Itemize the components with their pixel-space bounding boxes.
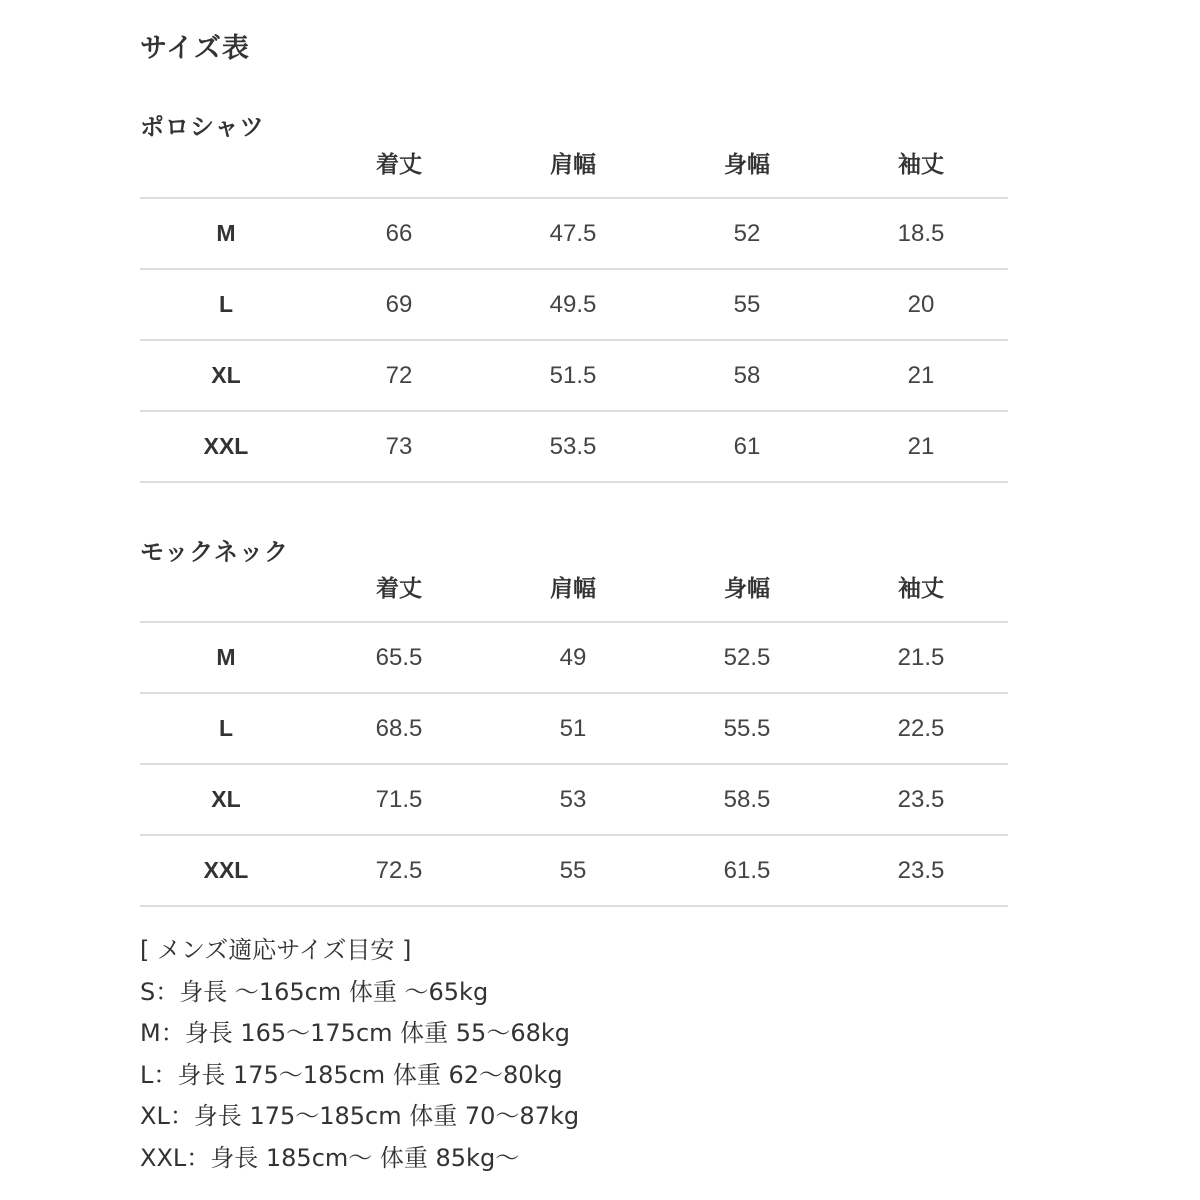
table-row [140, 411, 1008, 482]
cell-sleeve: 23.5 [834, 764, 1008, 835]
table-header-row [140, 551, 1008, 622]
size-guide-line: S：身長 ～165cm 体重 ～65kg [140, 977, 489, 1006]
size-table-polo [140, 127, 1008, 483]
size-guide-line: XL：身長 175～185cm 体重 70～87kg [140, 1102, 580, 1131]
header-size [140, 551, 312, 622]
cell-length: 68.5 [312, 693, 486, 764]
size-label: XL [140, 764, 312, 835]
cell-shoulder: 55 [486, 835, 660, 906]
cell-width: 61.5 [660, 835, 834, 906]
section-title-polo: ポロシャツ [140, 113, 265, 141]
cell-width: 55.5 [660, 693, 834, 764]
section-title-mockneck: モックネック [140, 538, 290, 566]
size-label: L [140, 693, 312, 764]
cell-width: 61 [660, 411, 834, 482]
cell-length: 71.5 [312, 764, 486, 835]
table-row [140, 269, 1008, 340]
header-size [140, 127, 312, 198]
size-guide-line: L：身長 175～185cm 体重 62～80kg [140, 1060, 563, 1089]
size-guide-line: M：身長 165～175cm 体重 55～68kg [140, 1019, 570, 1048]
cell-shoulder: 47.5 [486, 198, 660, 269]
header-shoulder: 肩幅 [486, 551, 660, 622]
header-width: 身幅 [660, 127, 834, 198]
cell-length: 72 [312, 340, 486, 411]
cell-shoulder: 51.5 [486, 340, 660, 411]
cell-width: 52 [660, 198, 834, 269]
size-label: M [140, 622, 312, 693]
cell-shoulder: 53.5 [486, 411, 660, 482]
table-row [140, 198, 1008, 269]
header-sleeve: 袖丈 [834, 127, 1008, 198]
cell-sleeve: 21 [834, 340, 1008, 411]
table-row [140, 340, 1008, 411]
cell-shoulder: 49.5 [486, 269, 660, 340]
cell-shoulder: 53 [486, 764, 660, 835]
size-label: XXL [140, 411, 312, 482]
cell-length: 69 [312, 269, 486, 340]
size-table-mockneck [140, 551, 1008, 907]
cell-width: 52.5 [660, 622, 834, 693]
cell-length: 72.5 [312, 835, 486, 906]
cell-sleeve: 21 [834, 411, 1008, 482]
size-guide-heading: [ メンズ適応サイズ目安 ] [140, 936, 412, 964]
page-title: サイズ表 [140, 33, 250, 64]
cell-sleeve: 21.5 [834, 622, 1008, 693]
cell-sleeve: 22.5 [834, 693, 1008, 764]
table-row [140, 622, 1008, 693]
cell-width: 55 [660, 269, 834, 340]
size-label: XL [140, 340, 312, 411]
header-shoulder: 肩幅 [486, 127, 660, 198]
cell-sleeve: 20 [834, 269, 1008, 340]
table-row [140, 693, 1008, 764]
size-label: M [140, 198, 312, 269]
table-row [140, 764, 1008, 835]
cell-shoulder: 51 [486, 693, 660, 764]
size-label: XXL [140, 835, 312, 906]
cell-sleeve: 18.5 [834, 198, 1008, 269]
cell-width: 58.5 [660, 764, 834, 835]
cell-shoulder: 49 [486, 622, 660, 693]
table-row [140, 835, 1008, 906]
header-sleeve: 袖丈 [834, 551, 1008, 622]
size-guide [140, 930, 579, 1180]
size-guide-line: XXL：身長 185cm～ 体重 85kg～ [140, 1143, 520, 1172]
cell-length: 65.5 [312, 622, 486, 693]
header-length: 着丈 [312, 551, 486, 622]
table-header-row [140, 127, 1008, 198]
header-width: 身幅 [660, 551, 834, 622]
cell-length: 66 [312, 198, 486, 269]
cell-length: 73 [312, 411, 486, 482]
size-label: L [140, 269, 312, 340]
header-length: 着丈 [312, 127, 486, 198]
cell-width: 58 [660, 340, 834, 411]
cell-sleeve: 23.5 [834, 835, 1008, 906]
